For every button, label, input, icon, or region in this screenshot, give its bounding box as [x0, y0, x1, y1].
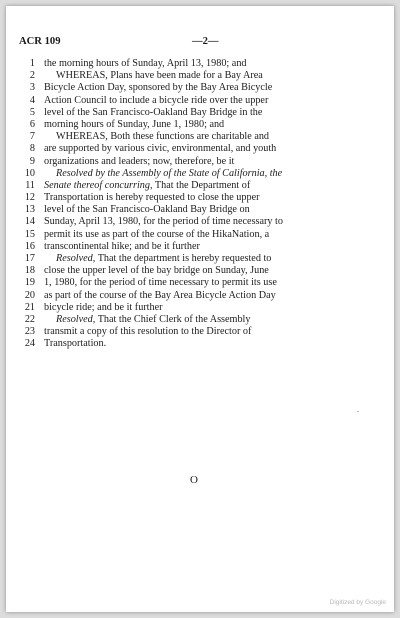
italic-text: Resolved,	[56, 313, 96, 325]
text-line	[16, 119, 384, 131]
line-number: 5	[29, 106, 35, 118]
text-segment: That the Department of	[152, 179, 251, 191]
line-text	[44, 204, 384, 216]
text-line	[16, 95, 384, 107]
text-segment: Transportation.	[44, 338, 107, 350]
text-line	[16, 338, 384, 350]
line-number: 4	[29, 94, 35, 106]
text-segment: 1, 1980, for the period of time necessary to permit its use	[44, 277, 277, 289]
text-segment: are supported by various civic, environmental, and youth	[44, 143, 277, 155]
italic-text: Resolved,	[56, 253, 96, 264]
line-text	[44, 338, 384, 350]
text-line	[16, 241, 384, 253]
line-text	[44, 216, 384, 228]
text-segment: Transportation is hereby requested to close the upper	[44, 192, 260, 204]
scan-speck	[357, 411, 359, 412]
text-segment: permit its use as part of the course of the HikaNation, a	[44, 228, 270, 240]
line-number: 22	[24, 313, 35, 325]
line-text	[44, 82, 384, 94]
text-line	[16, 265, 384, 277]
text-segment: close the upper level of the bay bridge on Sunday, June	[44, 265, 269, 277]
line-number: 24	[24, 338, 35, 350]
line-number: 1	[29, 58, 35, 69]
text-segment: as part of the course of the Bay Area Bicycle Action Day	[44, 289, 276, 301]
line-text	[44, 314, 384, 326]
text-segment: WHEREAS, Both these functions are charitable and	[56, 131, 270, 143]
text-segment: That the department is hereby requested to	[95, 253, 272, 264]
line-number: 14	[24, 216, 35, 228]
text-line	[16, 143, 384, 155]
line-text	[44, 241, 384, 253]
line-number: 17	[24, 253, 35, 264]
text-line	[16, 70, 384, 82]
line-number: 11	[25, 179, 35, 191]
line-number: 13	[24, 204, 35, 216]
line-text	[44, 265, 384, 277]
text-line	[16, 326, 384, 338]
text-line	[16, 216, 384, 228]
line-number: 6	[29, 118, 35, 130]
line-text	[44, 302, 384, 314]
line-number: 3	[29, 82, 35, 94]
line-number: 9	[29, 155, 35, 167]
text-line	[16, 290, 384, 302]
text-line	[16, 156, 384, 168]
text-segment: morning hours of Sunday, June 1, 1980; and	[44, 118, 225, 130]
text-segment: bicycle ride; and be it further	[44, 301, 163, 313]
text-line	[16, 253, 384, 265]
line-number: 7	[29, 131, 35, 143]
end-mark: O	[190, 474, 198, 486]
text-segment: WHEREAS, Plans have been made for a Bay Area	[56, 70, 263, 82]
text-line	[16, 229, 384, 241]
line-text	[44, 180, 384, 192]
page-number: —2—	[192, 36, 219, 47]
text-line	[16, 58, 384, 70]
line-number: 8	[29, 143, 35, 155]
line-text	[44, 58, 384, 70]
line-text	[44, 70, 384, 82]
bill-number: ACR 109	[19, 36, 61, 47]
line-text	[44, 229, 384, 241]
italic-text: Resolved by the Assembly of the State of California, the	[56, 167, 283, 179]
text-segment: Sunday, April 13, 1980, for the period of time necessary to	[44, 216, 283, 228]
line-number: 20	[24, 289, 35, 301]
line-text	[44, 107, 384, 119]
line-number: 15	[24, 228, 35, 240]
line-number: 18	[24, 265, 35, 277]
digitized-watermark: Digitized by Google	[329, 599, 386, 606]
text-line	[16, 302, 384, 314]
text-segment: the morning hours of Sunday, April 13, 1980; and	[44, 58, 247, 69]
text-line	[16, 107, 384, 119]
line-text	[44, 253, 384, 265]
line-number: 10	[24, 167, 35, 179]
line-number: 12	[24, 192, 35, 204]
text-line	[16, 168, 384, 180]
line-text	[44, 119, 384, 131]
line-number: 23	[24, 326, 35, 338]
line-text	[44, 95, 384, 107]
resolution-text	[16, 58, 384, 351]
text-segment: level of the San Francisco-Oakland Bay Bridge on	[44, 204, 250, 216]
text-segment: level of the San Francisco-Oakland Bay Bridge in the	[44, 106, 263, 118]
text-segment: Action Council to include a bicycle ride over the upper	[44, 94, 269, 106]
text-segment: transcontinental hike; and be it further	[44, 240, 200, 252]
text-line	[16, 180, 384, 192]
document-page	[6, 6, 394, 612]
line-text	[44, 131, 384, 143]
text-line	[16, 131, 384, 143]
text-segment: Bicycle Action Day, sponsored by the Bay Area Bicycle	[44, 82, 273, 94]
line-text	[44, 156, 384, 168]
line-number: 2	[29, 70, 35, 82]
line-number: 19	[24, 277, 35, 289]
text-line	[16, 204, 384, 216]
line-number: 21	[24, 301, 35, 313]
text-line	[16, 314, 384, 326]
text-line	[16, 277, 384, 289]
text-segment: That the Chief Clerk of the Assembly	[95, 313, 251, 325]
line-text	[44, 326, 384, 338]
line-text	[44, 192, 384, 204]
line-text	[44, 143, 384, 155]
text-line	[16, 192, 384, 204]
text-line	[16, 82, 384, 94]
italic-text: Senate thereof concurring,	[44, 179, 153, 191]
text-segment: organizations and leaders; now, therefore, be it	[44, 155, 235, 167]
line-text	[44, 168, 384, 180]
line-text	[44, 277, 384, 289]
text-segment: transmit a copy of this resolution to the Director of	[44, 326, 252, 338]
line-number: 16	[24, 240, 35, 252]
line-text	[44, 290, 384, 302]
